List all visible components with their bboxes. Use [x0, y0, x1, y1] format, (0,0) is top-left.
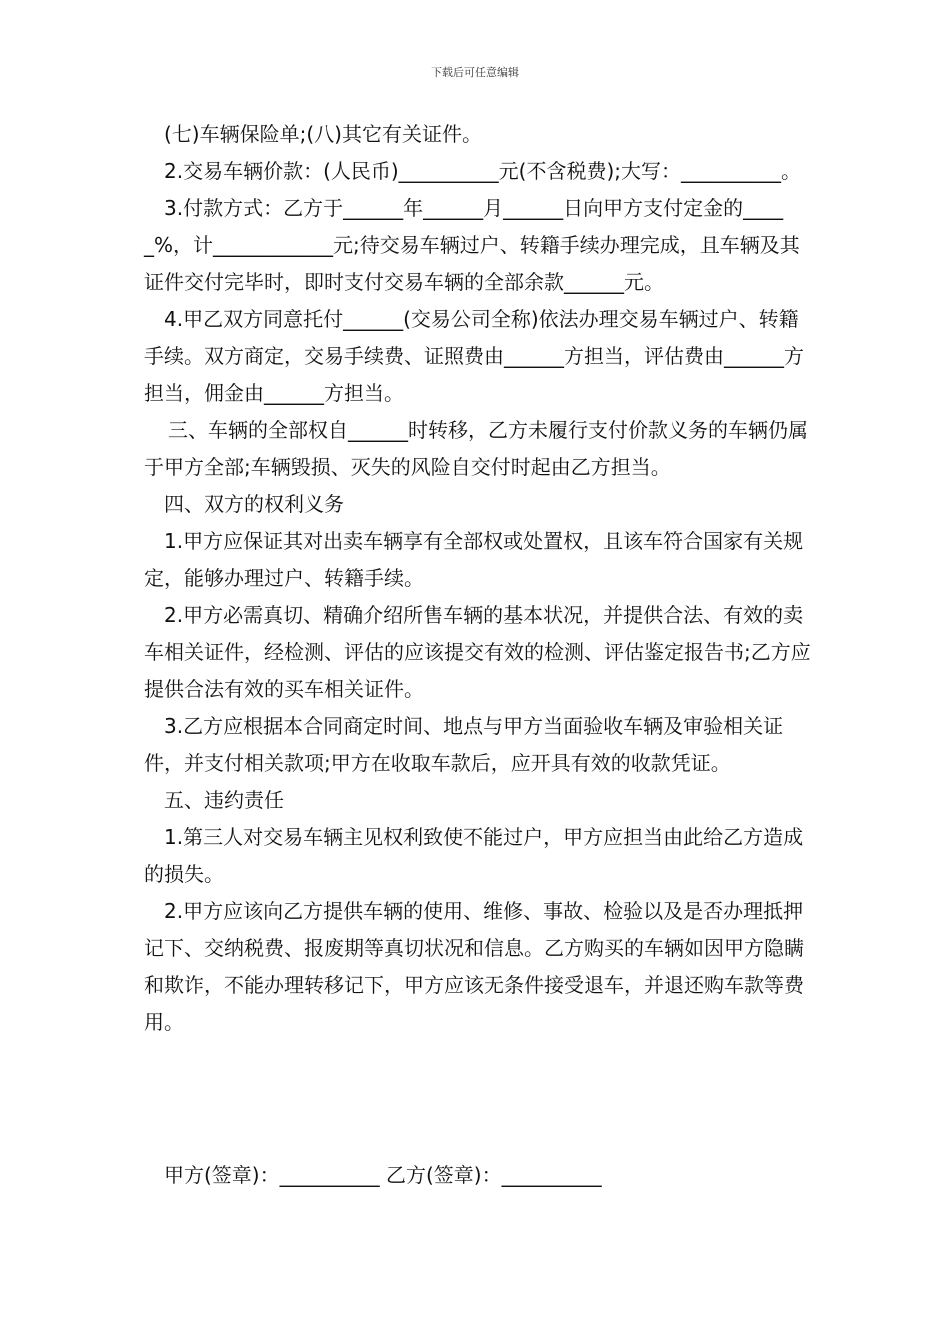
- paragraph-rights-1: 1.甲方应保证其对出卖车辆享有全部权或处置权，且该车符合国家有关规定，能够办理过户、转籍手续。: [144, 529, 804, 590]
- party-a-signature: 甲方(签章)：__________: [164, 1163, 380, 1187]
- signature-line: [164, 1157, 602, 1194]
- paragraph-documents: (七)车辆保险单;(八)其它有关证件。: [164, 122, 482, 146]
- paragraph-rights-2: 2.甲方必需真切、精确介绍所售车辆的基本状况，并提供合法、有效的卖车相关证件，经检测、评估的应该提交有效的检测、评估鉴定报告书;乙方应提供合法有效的买车相关证件。: [144, 603, 811, 701]
- paragraph-liability-1: 1.第三人对交易车辆主见权利致使不能过户，甲方应担当由此给乙方造成的损失。: [144, 825, 804, 886]
- paragraph-transfer-agent: 4.甲乙双方同意托付______(交易公司全称)依法办理交易车辆过户、转籍手续。双方商定，交易手续费、证照费由______方担当，评估费由______方担当，佣金由______方担当。: [144, 307, 804, 405]
- paragraph-price: 2.交易车辆价款：(人民币)__________元(不含税费);大写：__________。: [164, 159, 802, 183]
- paragraph-liability-2: 2.甲方应该向乙方提供车辆的使用、维修、事故、检验以及是否办理抵押记下、交纳税费、报废期等真切状况和信息。乙方购买的车辆如因甲方隐瞒和欺诈，不能办理转移记下，甲方应该无条件接受退车，并退还购车款等费用。: [144, 899, 804, 1034]
- section-heading-rights: 四、双方的权利义务: [164, 492, 344, 516]
- party-b-signature: 乙方(签章)：__________: [385, 1163, 602, 1187]
- section-heading-liability: 五、违约责任: [164, 788, 284, 812]
- paragraph-rights-3: 3.乙方应根据本合同商定时间、地点与甲方当面验收车辆及审验相关证件，并支付相关款项;甲方在收取车款后，应开具有效的收款凭证。: [144, 714, 784, 775]
- contract-body: [144, 116, 814, 1041]
- paragraph-payment: 3.付款方式：乙方于______年______月______日向甲方支付定金的_____%，计____________元;待交易车辆过户、转籍手续办理完成，且车辆及其证件交付完毕时，即时支付交易车辆的全部余款______元。: [144, 196, 800, 294]
- paragraph-ownership: 三、车辆的全部权自______时转移，乙方未履行支付价款义务的车辆仍属于甲方全部;车辆毁损、灭失的风险自交付时起由乙方担当。: [144, 418, 808, 479]
- page-header-note: 下载后可任意编辑: [431, 66, 519, 79]
